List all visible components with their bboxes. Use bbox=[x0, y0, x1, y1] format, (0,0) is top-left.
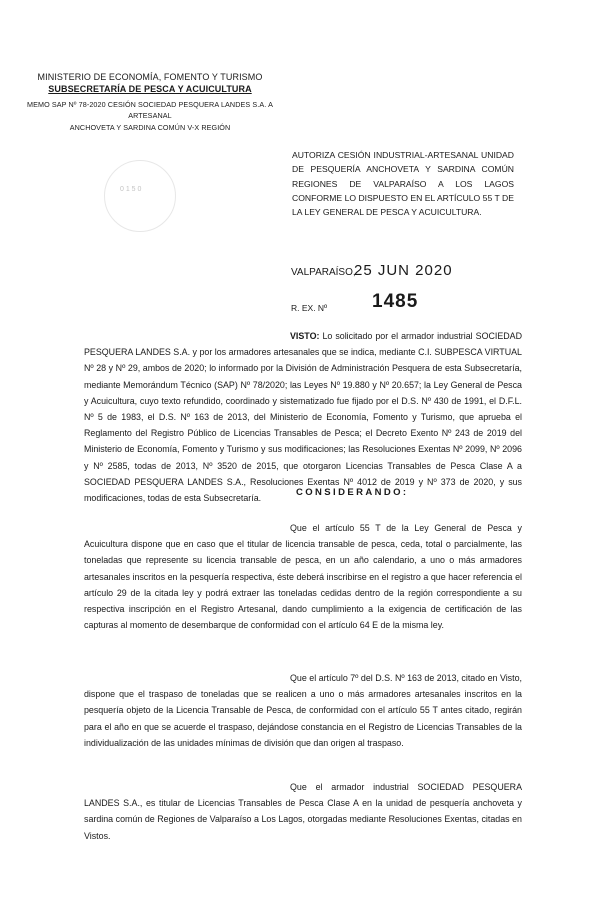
ministry-name: MINISTERIO DE ECONOMÍA, FOMENTO Y TURISMO bbox=[37, 72, 263, 82]
considerando-text-1: Que el artículo 55 T de la Ley General de Pesca y Acuicultura dispone que en caso que el titular de licencia transable de pesca, ceda, total o parcialmente, las toneladas que represente su licencia transable de pesca, en un año calendario, a uno o más armadores artesanales inscritos en la pesquería respectiva, éste deberá inscribirse en el registro a que hacer referencia el artículo 29 de la citada ley y podrá extraer las toneladas cedidas dentro de la región correspondiente a su respectiva inscripción en el Registro Artesanal, dando cumplimiento a la exigencia de certificación de las capturas al momento de desembarque de conformidad con el artículo 64 E de la misma ley. bbox=[84, 523, 522, 631]
considerando-paragraph-1 bbox=[84, 520, 522, 633]
resolution-number: 1485 bbox=[372, 291, 419, 312]
visto-text: Lo solicitado por el armador industrial SOCIEDAD PESQUERA LANDES S.A. y por los armadores artesanales que se indica, mediante C.I. SUBPESCA VIRTUAL Nº 28 y Nº 29, ambos de 2020; lo informado por la División de Administración Pesquera de esta Subsecretaría, mediante Memorándum Técnico (SAP) Nº 78/2020; las Leyes Nº 19.880 y Nº 20.657; la Ley General de Pesca y Acuicultura, cuyo texto refundido, coordinado y sistematizado fue fijado por el D.S. Nº 430 de 1991, el D.F.L. Nº 5 de 1983, el D.S. Nº 163 de 2013, del Ministerio de Economía, Fomento y Turismo, que aprueba el Reglamento del Registro Público de Licencias Transables de Pesca; el Decreto Exento Nº 243 de 2019 del Ministerio de Economía, Fomento y Turismo y sus modificaciones; las Resoluciones Exentas Nº 2099, Nº 2096 y Nº 2585, todas de 2013, Nº 3520 de 2015, que otorgaron Licencias Transables de Pesca Clase A a SOCIEDAD PESQUERA LANDES S.A., Resoluciones Exentas Nº 4012 de 2019 y Nº 373 de 2020, y sus modificaciones, todas de esta Subsecretaría. bbox=[84, 331, 523, 504]
stamp-number: 0 1 5 0 bbox=[120, 186, 142, 193]
subsecretaria-name: SUBSECRETARÍA DE PESCA Y ACUICULTURA bbox=[48, 84, 252, 94]
considerando-text-3: Que el armador industrial SOCIEDAD PESQUERA LANDES S.A., es titular de Licencias Transables de Pesca Clase A en la unidad de pesquería anchoveta y sardina común de Regiones de Valparaíso a Los Lagos, otorgadas mediante Resoluciones Exentas, citadas en Vistos. bbox=[84, 782, 522, 841]
resolution-title: AUTORIZA CESIÓN INDUSTRIAL-ARTESANAL UNIDAD DE PESQUERÍA ANCHOVETA Y SARDINA COMÚN REGIONES DE VALPARAÍSO A LOS LAGOS CONFORME LO DISPUESTO EN EL ARTÍCULO 55 T DE LA LEY GENERAL DE PESCA Y ACUICULTURA. bbox=[292, 150, 514, 218]
considerando-heading: CONSIDERANDO: bbox=[296, 487, 409, 498]
considerando-paragraph-2 bbox=[84, 670, 522, 751]
considerando-text-2: Que el artículo 7º del D.S. Nº 163 de 2013, citado en Visto, dispone que el traspaso de toneladas que se realicen a uno o más armadores artesanales inscritos en la pesquería objeto de la Licencia Transable de Pesca, de conformidad con el artículo 55 T antes citado, regirán para el año en que se acuerde el traspaso, dejándose constancia en el Registro de Licencias Transables de la individualización de las unidades mínimas de división que dan origen al traspaso. bbox=[84, 673, 522, 748]
visto-paragraph bbox=[84, 328, 522, 506]
memo-reference-line2: ARTESANAL bbox=[128, 111, 172, 120]
memo-reference-line3: ANCHOVETA Y SARDINA COMÚN V-X REGIÓN bbox=[69, 123, 231, 132]
date-stamp: 25 JUN 2020 bbox=[354, 262, 453, 279]
resolution-number-label: R. EX. Nº bbox=[291, 303, 328, 313]
faint-stamp bbox=[104, 160, 176, 232]
visto-heading: VISTO: bbox=[290, 331, 320, 341]
memo-reference-line1: MEMO SAP Nº 78-2020 CESIÓN SOCIEDAD PESQUERA LANDES S.A. A bbox=[27, 100, 273, 109]
considerando-paragraph-3 bbox=[84, 779, 522, 844]
date-label: VALPARAÍSO, bbox=[291, 267, 356, 278]
